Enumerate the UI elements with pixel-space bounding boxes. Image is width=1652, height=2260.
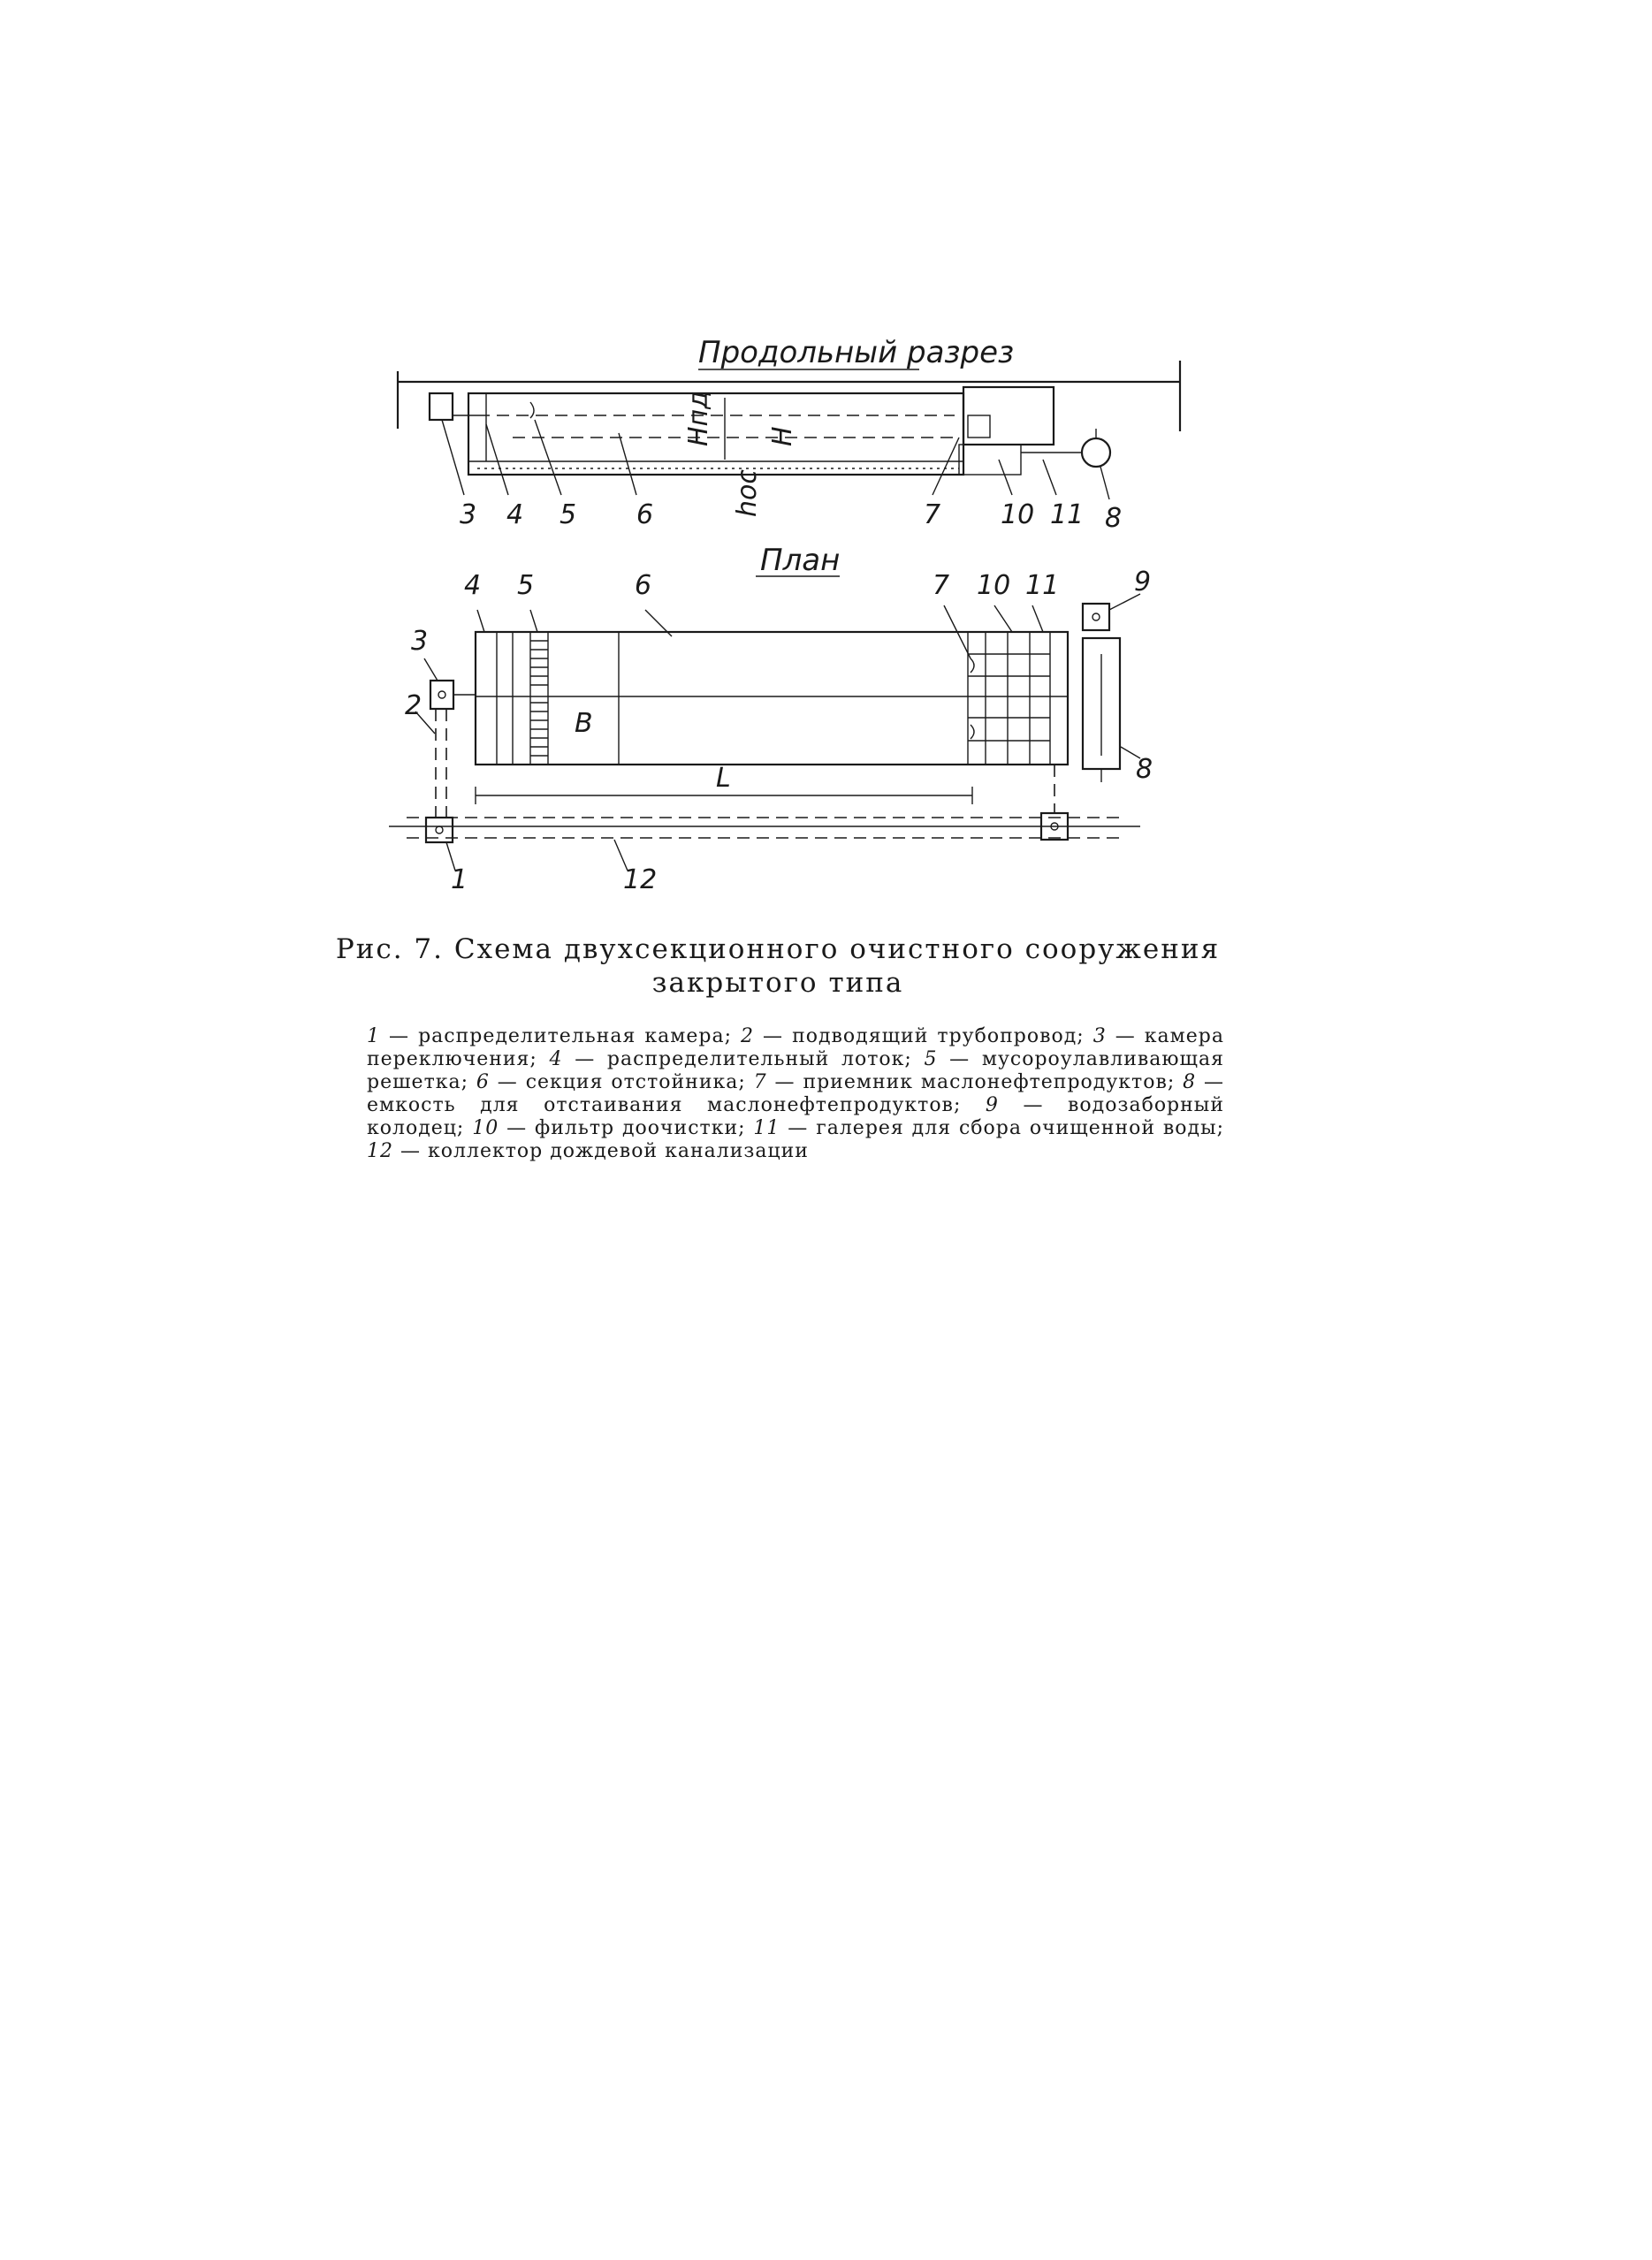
switching-chamber-plan xyxy=(430,681,453,709)
plan-label: 9 xyxy=(1134,567,1152,597)
plan-label: 1 xyxy=(451,864,468,895)
settler-basin xyxy=(468,393,963,475)
plan-label: 7 xyxy=(933,570,950,601)
plan-labels xyxy=(405,567,1153,895)
section-label: 3 xyxy=(460,499,477,530)
section-label: 6 xyxy=(636,499,654,530)
svg-text:B: B xyxy=(575,708,593,739)
legend-item: 11 — галерея для сбора очищенной воды; xyxy=(753,1117,1224,1139)
settler-plan xyxy=(476,632,1068,765)
section-label: 5 xyxy=(560,499,577,530)
legend-item: 7 — приемник маслонефтепродуктов; xyxy=(753,1071,1176,1093)
svg-text:H: H xyxy=(767,426,798,446)
longitudinal-section xyxy=(398,361,1180,517)
section-labels xyxy=(460,499,1122,534)
legend-item: 8 — емкость для отстаивания маслонефтепродуктов; xyxy=(367,1071,1225,1116)
legend-item: 4 — распределительный лоток; xyxy=(549,1048,912,1070)
legend-item: 1 — распределительная камера; xyxy=(367,1025,732,1047)
water-intake-well xyxy=(1083,604,1109,630)
caption-line-1: Рис. 7. Схема двухсекционного очистного сооружения xyxy=(335,933,1221,965)
section-label: 4 xyxy=(506,499,524,530)
switching-chamber xyxy=(430,393,453,420)
plan-label: 4 xyxy=(464,570,482,601)
plan-label: 2 xyxy=(405,690,423,721)
plan-label: 6 xyxy=(635,570,652,601)
legend-item: 3 — камера переключения; xyxy=(367,1025,1224,1070)
plan-label: 3 xyxy=(411,626,429,657)
legend-item: 5 — мусороулавливающая решетка; xyxy=(367,1048,1224,1093)
section-label: 7 xyxy=(924,499,941,530)
settling-tank-section xyxy=(1082,438,1110,467)
plan-label: 8 xyxy=(1136,754,1153,785)
caption-line-2: закрытого типа xyxy=(651,967,904,999)
plan-label: 5 xyxy=(517,570,535,601)
svg-text:hос: hос xyxy=(732,469,763,517)
plan-label: 11 xyxy=(1025,570,1060,601)
plan-title: План xyxy=(760,543,841,578)
section-label: 11 xyxy=(1050,499,1085,530)
figure-caption xyxy=(292,932,1264,1000)
plan-label: 10 xyxy=(977,570,1011,601)
svg-text:L: L xyxy=(716,763,731,794)
legend-item: 12 — коллектор дождевой канализации xyxy=(367,1140,809,1162)
legend-item: 6 — секция отстойника; xyxy=(476,1071,746,1093)
plan-view xyxy=(389,594,1140,871)
svg-text:Hпд: Hпд xyxy=(683,391,714,446)
section-label: 10 xyxy=(1001,499,1035,530)
section-label: 8 xyxy=(1105,503,1123,534)
debris-screen xyxy=(530,632,548,765)
legend-item: 10 — фильтр доочистки; xyxy=(472,1117,746,1139)
figure-legend xyxy=(367,1025,1224,1163)
section-title: Продольный разрез xyxy=(698,335,1015,370)
legend-item: 2 — подводящий трубопровод; xyxy=(741,1025,1085,1047)
screen-hatch xyxy=(530,641,548,756)
filter-grid xyxy=(968,632,1050,765)
plan-label: 12 xyxy=(623,864,658,895)
legend-item: 9 — водозаборный колодец; xyxy=(367,1094,1224,1139)
